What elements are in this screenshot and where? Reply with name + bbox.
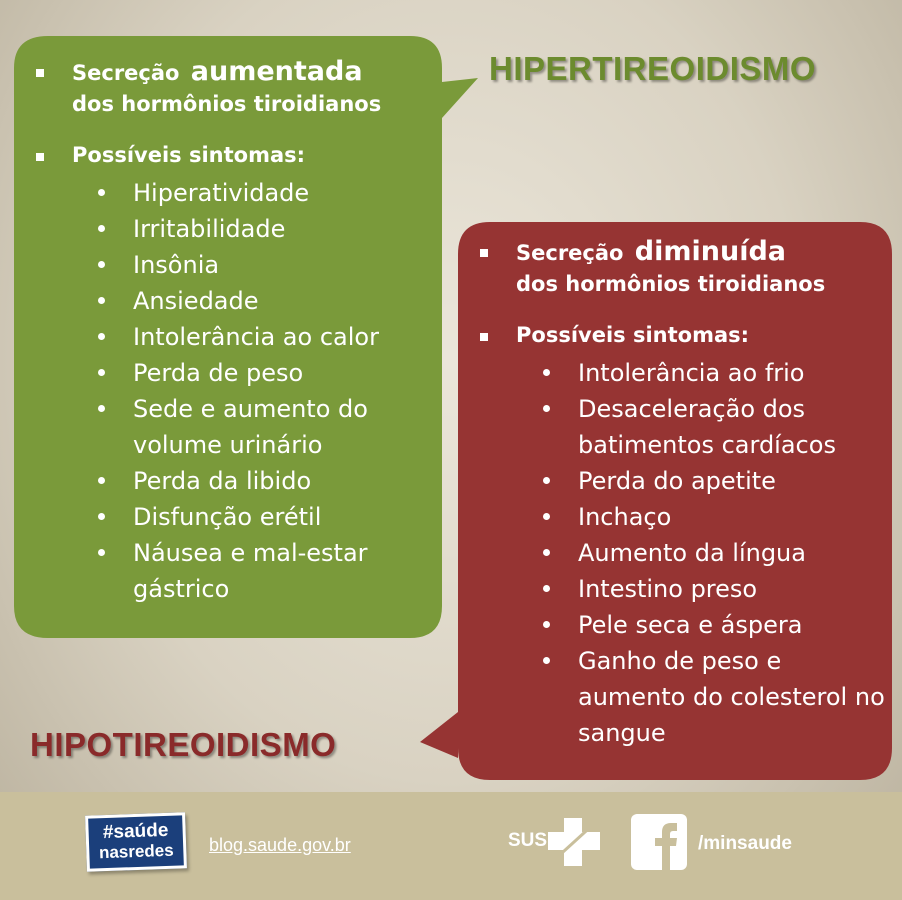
hypo-secretion-word: diminuída bbox=[634, 236, 786, 267]
list-item: Hiperatividade bbox=[96, 175, 436, 211]
list-item: Perda de peso bbox=[96, 355, 436, 391]
list-item: Ganho de peso e aumento do colesterol no sangue bbox=[541, 643, 890, 751]
hyper-secretion-word: aumentada bbox=[190, 56, 363, 87]
round-bullet-icon bbox=[543, 369, 550, 376]
hypo-secretion-prefix: Secreção bbox=[516, 241, 624, 265]
hyper-secretion-item bbox=[36, 56, 436, 120]
list-item: Pele seca e áspera bbox=[541, 607, 890, 643]
square-bullet-icon bbox=[480, 249, 488, 257]
hyper-secretion-rest: dos hormônios tiroidianos bbox=[72, 92, 382, 116]
list-item: Desaceleração dos batimentos cardíacos bbox=[541, 391, 890, 463]
list-item: Ansiedade bbox=[96, 283, 436, 319]
round-bullet-icon bbox=[543, 405, 550, 412]
hyper-secretion-prefix: Secreção bbox=[72, 61, 180, 85]
round-bullet-icon bbox=[98, 549, 105, 556]
hypo-symptoms-item bbox=[480, 320, 890, 351]
hypo-title: HIPOTIREOIDISMO bbox=[30, 726, 337, 763]
round-bullet-icon bbox=[543, 549, 550, 556]
facebook-handle[interactable]: /minsaude bbox=[698, 833, 792, 854]
square-bullet-icon bbox=[36, 153, 44, 161]
badge-line2: nasredes bbox=[98, 840, 174, 863]
list-item: Insônia bbox=[96, 247, 436, 283]
list-item: Inchaço bbox=[541, 499, 890, 535]
round-bullet-icon bbox=[543, 621, 550, 628]
badge-line1: #saúde bbox=[102, 819, 169, 844]
round-bullet-icon bbox=[98, 513, 105, 520]
round-bullet-icon bbox=[98, 297, 105, 304]
list-item: Intolerância ao calor bbox=[96, 319, 436, 355]
list-item: Intolerância ao frio bbox=[541, 355, 890, 391]
round-bullet-icon bbox=[543, 477, 550, 484]
square-bullet-icon bbox=[480, 333, 488, 341]
hypo-bubble bbox=[480, 236, 890, 751]
list-item: Sede e aumento do volume urinário bbox=[96, 391, 436, 463]
round-bullet-icon bbox=[98, 477, 105, 484]
hyper-symptom-list bbox=[96, 175, 436, 607]
saude-nas-redes-badge[interactable] bbox=[85, 812, 187, 871]
square-bullet-icon bbox=[36, 69, 44, 77]
list-item: Disfunção erétil bbox=[96, 499, 436, 535]
footer-bar bbox=[0, 792, 902, 900]
hyper-bubble bbox=[36, 56, 436, 607]
list-item: Perda da libido bbox=[96, 463, 436, 499]
round-bullet-icon bbox=[543, 585, 550, 592]
hypo-secretion-rest: dos hormônios tiroidianos bbox=[516, 272, 826, 296]
list-item: Irritabilidade bbox=[96, 211, 436, 247]
hyper-symptoms-item bbox=[36, 140, 436, 171]
list-item: Intestino preso bbox=[541, 571, 890, 607]
hypo-symptoms-label: Possíveis sintomas: bbox=[516, 323, 750, 347]
hyper-title: HIPERTIREOIDISMO bbox=[489, 50, 817, 87]
list-item: Perda do apetite bbox=[541, 463, 890, 499]
round-bullet-icon bbox=[98, 225, 105, 232]
sus-label: SUS bbox=[508, 830, 548, 851]
round-bullet-icon bbox=[543, 657, 550, 664]
hypo-symptom-list bbox=[541, 355, 890, 751]
hyper-symptoms-label: Possíveis sintomas: bbox=[72, 143, 306, 167]
sus-logo bbox=[508, 814, 600, 870]
round-bullet-icon bbox=[98, 369, 105, 376]
list-item: Aumento da língua bbox=[541, 535, 890, 571]
facebook-f-glyph bbox=[631, 814, 687, 870]
facebook-icon[interactable] bbox=[631, 814, 687, 870]
round-bullet-icon bbox=[98, 189, 105, 196]
round-bullet-icon bbox=[98, 405, 105, 412]
round-bullet-icon bbox=[543, 513, 550, 520]
hypo-secretion-item bbox=[480, 236, 890, 300]
sus-cross-icon bbox=[548, 818, 600, 866]
list-item: Náusea e mal-estar gástrico bbox=[96, 535, 436, 607]
blog-link[interactable]: blog.saude.gov.br bbox=[209, 835, 351, 855]
round-bullet-icon bbox=[98, 261, 105, 268]
round-bullet-icon bbox=[98, 333, 105, 340]
